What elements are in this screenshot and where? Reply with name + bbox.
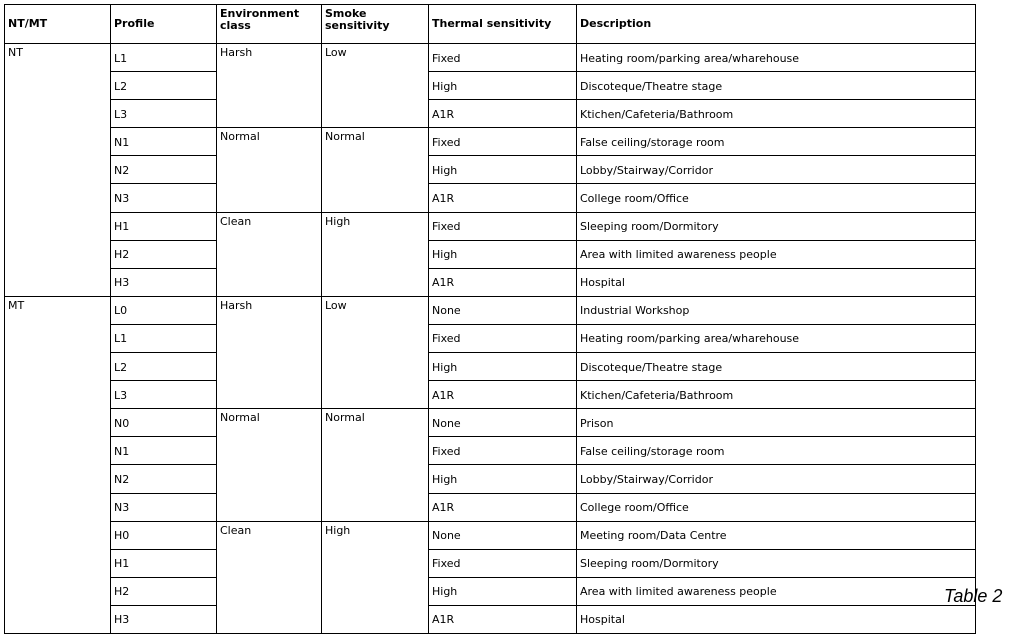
table-row <box>5 268 976 296</box>
thermal-sensitivity-cell: A1R <box>429 184 577 212</box>
description-cell: Discoteque/Theatre stage <box>577 72 976 100</box>
header-description: Description <box>577 5 976 44</box>
profile-cell: N3 <box>111 184 217 212</box>
description-cell: Hospital <box>577 268 976 296</box>
table-row <box>5 353 976 381</box>
table-row <box>5 100 976 128</box>
profile-cell: L2 <box>111 353 217 381</box>
table-row <box>5 493 976 521</box>
thermal-sensitivity-cell: A1R <box>429 493 577 521</box>
table-row <box>5 381 976 409</box>
profile-cell: H1 <box>111 212 217 240</box>
profile-cell: L3 <box>111 381 217 409</box>
thermal-sensitivity-cell: A1R <box>429 100 577 128</box>
table-row <box>5 296 976 324</box>
nt-mt-cell: MT <box>5 296 111 633</box>
thermal-sensitivity-cell: None <box>429 296 577 324</box>
environment-class-cell: Normal <box>217 409 322 521</box>
profile-cell: N3 <box>111 493 217 521</box>
table-body <box>5 44 976 634</box>
profile-cell: N2 <box>111 156 217 184</box>
thermal-sensitivity-cell: Fixed <box>429 549 577 577</box>
profile-cell: H3 <box>111 605 217 633</box>
description-cell: College room/Office <box>577 184 976 212</box>
thermal-sensitivity-cell: High <box>429 156 577 184</box>
header-row <box>5 5 976 44</box>
thermal-sensitivity-cell: A1R <box>429 381 577 409</box>
description-cell: Lobby/Stairway/Corridor <box>577 465 976 493</box>
profile-cell: H1 <box>111 549 217 577</box>
table-row <box>5 156 976 184</box>
environment-class-cell: Normal <box>217 128 322 212</box>
smoke-sensitivity-cell: Normal <box>322 409 429 521</box>
table-row <box>5 577 976 605</box>
profile-cell: H2 <box>111 577 217 605</box>
description-cell: College room/Office <box>577 493 976 521</box>
profile-cell: L1 <box>111 324 217 352</box>
profile-cell: N0 <box>111 409 217 437</box>
description-cell: Ktichen/Cafeteria/Bathroom <box>577 381 976 409</box>
thermal-sensitivity-cell: None <box>429 409 577 437</box>
description-cell: Hospital <box>577 605 976 633</box>
table-row <box>5 72 976 100</box>
profile-cell: H0 <box>111 521 217 549</box>
smoke-sensitivity-cell: Normal <box>322 128 429 212</box>
profile-cell: N2 <box>111 465 217 493</box>
detector-profile-table <box>4 4 976 634</box>
smoke-sensitivity-cell: High <box>322 212 429 296</box>
description-cell: Sleeping room/Dormitory <box>577 212 976 240</box>
table-row <box>5 549 976 577</box>
description-cell: Area with limited awareness people <box>577 240 976 268</box>
header-nt-mt: NT/MT <box>5 5 111 44</box>
thermal-sensitivity-cell: High <box>429 72 577 100</box>
description-cell: Meeting room/Data Centre <box>577 521 976 549</box>
table-caption: Table 2 <box>944 586 1003 606</box>
description-cell: Discoteque/Theatre stage <box>577 353 976 381</box>
description-cell: Heating room/parking area/wharehouse <box>577 44 976 72</box>
description-cell: Sleeping room/Dormitory <box>577 549 976 577</box>
profile-cell: N1 <box>111 437 217 465</box>
profile-cell: L3 <box>111 100 217 128</box>
header-smoke-sensitivity: Smoke sensitivity <box>322 5 429 44</box>
description-cell: False ceiling/storage room <box>577 128 976 156</box>
table-row <box>5 605 976 633</box>
header-profile: Profile <box>111 5 217 44</box>
thermal-sensitivity-cell: High <box>429 577 577 605</box>
table-row <box>5 409 976 437</box>
description-cell: Industrial Workshop <box>577 296 976 324</box>
smoke-sensitivity-cell: High <box>322 521 429 633</box>
environment-class-cell: Clean <box>217 212 322 296</box>
table-row <box>5 184 976 212</box>
table-row <box>5 465 976 493</box>
description-cell: False ceiling/storage room <box>577 437 976 465</box>
profile-cell: L1 <box>111 44 217 72</box>
thermal-sensitivity-cell: None <box>429 521 577 549</box>
nt-mt-cell: NT <box>5 44 111 297</box>
environment-class-cell: Harsh <box>217 44 322 128</box>
environment-class-cell: Harsh <box>217 296 322 408</box>
table-row <box>5 521 976 549</box>
thermal-sensitivity-cell: High <box>429 240 577 268</box>
description-cell: Prison <box>577 409 976 437</box>
table-row <box>5 212 976 240</box>
thermal-sensitivity-cell: Fixed <box>429 324 577 352</box>
thermal-sensitivity-cell: Fixed <box>429 437 577 465</box>
thermal-sensitivity-cell: Fixed <box>429 212 577 240</box>
profile-cell: H3 <box>111 268 217 296</box>
table-row <box>5 128 976 156</box>
header-environment-class: Environment class <box>217 5 322 44</box>
thermal-sensitivity-cell: High <box>429 465 577 493</box>
description-cell: Ktichen/Cafeteria/Bathroom <box>577 100 976 128</box>
table-row <box>5 324 976 352</box>
profile-cell: L2 <box>111 72 217 100</box>
thermal-sensitivity-cell: A1R <box>429 268 577 296</box>
table-row <box>5 437 976 465</box>
smoke-sensitivity-cell: Low <box>322 296 429 408</box>
thermal-sensitivity-cell: Fixed <box>429 128 577 156</box>
thermal-sensitivity-cell: High <box>429 353 577 381</box>
table-row <box>5 44 976 72</box>
smoke-sensitivity-cell: Low <box>322 44 429 128</box>
table-row <box>5 240 976 268</box>
profile-cell: L0 <box>111 296 217 324</box>
thermal-sensitivity-cell: A1R <box>429 605 577 633</box>
description-cell: Area with limited awareness people <box>577 577 976 605</box>
header-thermal-sensitivity: Thermal sensitivity <box>429 5 577 44</box>
thermal-sensitivity-cell: Fixed <box>429 44 577 72</box>
profile-cell: N1 <box>111 128 217 156</box>
description-cell: Heating room/parking area/wharehouse <box>577 324 976 352</box>
profile-cell: H2 <box>111 240 217 268</box>
description-cell: Lobby/Stairway/Corridor <box>577 156 976 184</box>
environment-class-cell: Clean <box>217 521 322 633</box>
